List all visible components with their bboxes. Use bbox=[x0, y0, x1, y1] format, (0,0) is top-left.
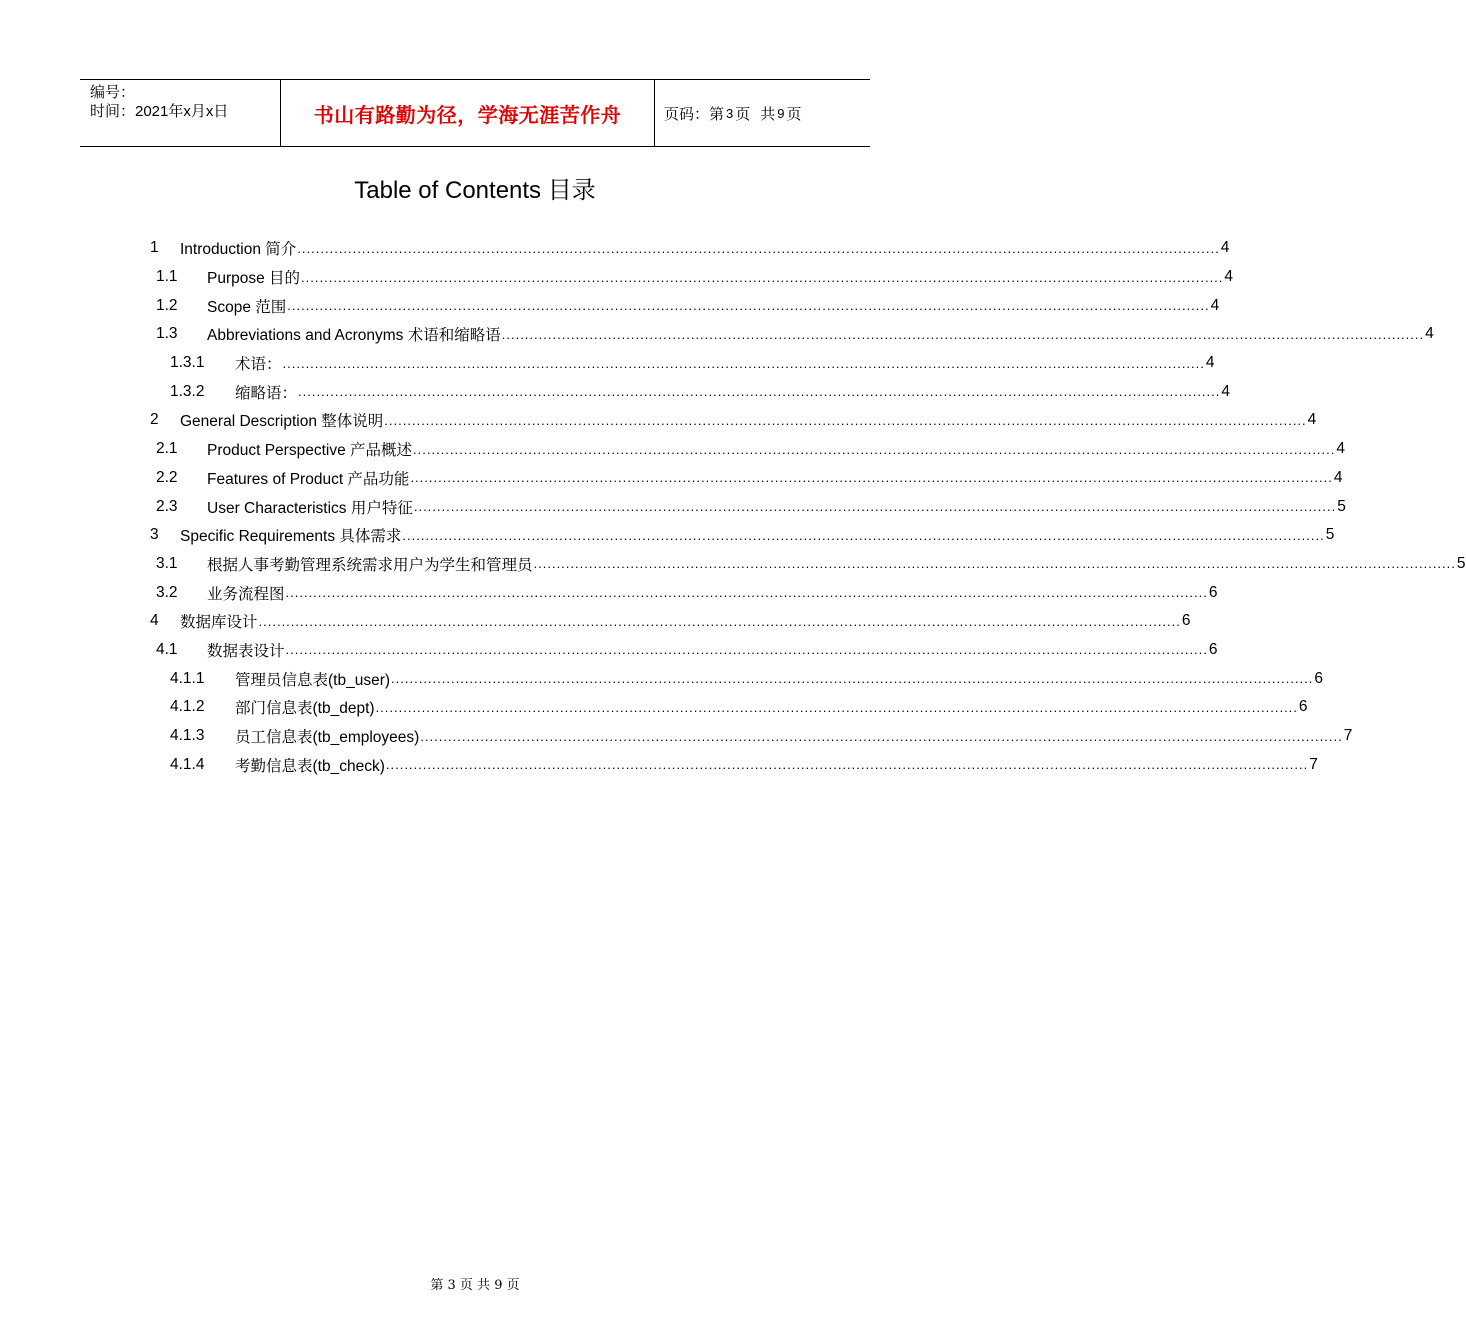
toc-leader-dots: ........................................................................................................................................................................................................ bbox=[410, 470, 1333, 486]
toc-entry-label: Abbreviations and Acronyms 术语和缩略语 bbox=[207, 327, 501, 345]
toc-entry-page: 6 bbox=[1181, 612, 1191, 630]
toc-entry-label: 数据库设计 bbox=[180, 614, 258, 632]
toc-entry[interactable] bbox=[150, 636, 1218, 665]
toc-entry[interactable] bbox=[150, 693, 1308, 722]
toc-leader-dots: ........................................................................................................................................................................................................ bbox=[413, 441, 1336, 457]
toc-leader-dots: ........................................................................................................................................................................................................ bbox=[402, 527, 1325, 543]
header-meta-cell bbox=[80, 80, 281, 146]
toc-entry-label: 考勤信息表(tb_check) bbox=[235, 757, 385, 775]
toc-entry-page: 4 bbox=[1336, 440, 1346, 458]
toc-entry[interactable] bbox=[150, 750, 1318, 779]
toc-entry-label: Introduction 简介 bbox=[180, 241, 297, 259]
toc-entry[interactable] bbox=[150, 550, 1466, 579]
toc-entry-number: 1 bbox=[150, 239, 159, 257]
toc-entry-page: 6 bbox=[1208, 640, 1218, 658]
toc-entry-label: Scope 范围 bbox=[207, 298, 287, 316]
toc-entry-label: 术语： bbox=[235, 356, 282, 374]
header-motto: 书山有路勤为径，学海无涯苦作舟 bbox=[313, 102, 622, 127]
header-page-current: 3 bbox=[726, 105, 734, 121]
toc-leader-dots: ........................................................................................................................................................................................................ bbox=[391, 671, 1314, 687]
toc-entry-label: 业务流程图 bbox=[207, 585, 285, 603]
toc-entry-page: 4 bbox=[1220, 239, 1230, 257]
toc-entry-label: 根据人事考勤管理系统需求用户为学生和管理员 bbox=[207, 556, 533, 574]
toc-entry-label: 数据表设计 bbox=[207, 642, 285, 660]
toc-entry-label: User Characteristics 用户特征 bbox=[207, 499, 413, 517]
toc-leader-dots: ........................................................................................................................................................................................................ bbox=[385, 757, 1309, 773]
toc-entry[interactable] bbox=[150, 377, 1231, 406]
toc-entry-page: 4 bbox=[1210, 296, 1220, 314]
toc-leader-dots: ........................................................................................................................................................................................................ bbox=[285, 642, 1208, 658]
toc-entry[interactable] bbox=[150, 435, 1346, 464]
toc-entry-page: 4 bbox=[1333, 468, 1343, 486]
toc-entry-number: 4 bbox=[150, 612, 159, 630]
toc-leader-dots: ........................................................................................................................................................................................................ bbox=[297, 240, 1220, 256]
toc-entry-page: 4 bbox=[1425, 325, 1434, 343]
toc-entry-number: 1.2 bbox=[156, 296, 178, 314]
toc-entry[interactable] bbox=[150, 521, 1335, 550]
toc-entry-number: 4.1.3 bbox=[170, 727, 205, 745]
toc-entry-number: 1.3 bbox=[156, 325, 178, 343]
toc-entry-page: 4 bbox=[1307, 411, 1317, 429]
toc-leader-dots: ........................................................................................................................................................................................................ bbox=[420, 728, 1343, 744]
toc-leader-dots: ........................................................................................................................................................................................................ bbox=[533, 556, 1456, 572]
toc-entry-number: 3.1 bbox=[156, 554, 178, 572]
header-page-cell bbox=[655, 80, 870, 146]
page-footer: 第 3 页 共 9 页 bbox=[430, 1278, 520, 1293]
toc-entry-page: 7 bbox=[1343, 727, 1353, 745]
toc-entry[interactable] bbox=[150, 234, 1230, 263]
toc-leader-dots: ........................................................................................................................................................................................................ bbox=[258, 613, 1181, 629]
toc-entry-page: 6 bbox=[1208, 583, 1218, 601]
toc-entry[interactable] bbox=[150, 291, 1220, 320]
header-time-label: 时间：2021年x月x日 bbox=[90, 103, 229, 120]
toc-entry-page: 6 bbox=[1298, 698, 1308, 716]
toc-entry[interactable] bbox=[150, 722, 1353, 751]
toc-entry-number: 4.1.4 bbox=[170, 755, 205, 773]
toc-entry-number: 2.3 bbox=[156, 497, 178, 515]
toc-entry[interactable] bbox=[150, 492, 1346, 521]
toc-entry-page: 7 bbox=[1309, 755, 1318, 773]
toc-entry-number: 2.1 bbox=[156, 440, 178, 458]
toc-list bbox=[150, 234, 1466, 779]
toc-entry-number: 2 bbox=[150, 411, 159, 429]
toc-entry-page: 5 bbox=[1337, 497, 1346, 515]
toc-entry-label: Features of Product 产品功能 bbox=[207, 470, 410, 488]
toc-entry-label: Specific Requirements 具体需求 bbox=[180, 528, 402, 546]
toc-leader-dots: ........................................................................................................................................................................................................ bbox=[301, 269, 1224, 285]
toc-leader-dots: ........................................................................................................................................................................................................ bbox=[413, 499, 1337, 515]
toc-entry-label: 缩略语： bbox=[235, 384, 298, 402]
toc-entry-number: 1.1 bbox=[156, 268, 178, 286]
toc-entry-label: 员工信息表(tb_employees) bbox=[235, 729, 420, 747]
toc-entry-page: 5 bbox=[1325, 526, 1335, 544]
toc-entry-number: 2.2 bbox=[156, 468, 178, 486]
toc-leader-dots: ........................................................................................................................................................................................................ bbox=[285, 585, 1208, 601]
toc-entry-number: 4.1.1 bbox=[170, 669, 205, 687]
toc-entry-label: Product Perspective 产品概述 bbox=[207, 442, 413, 460]
toc-entry-label: Purpose 目的 bbox=[207, 270, 301, 288]
header-motto-cell bbox=[281, 80, 655, 146]
toc-leader-dots: ........................................................................................................................................................................................................ bbox=[384, 412, 1307, 428]
toc-title: Table of Contents 目录 bbox=[354, 177, 596, 204]
header-page-mid: 页 bbox=[735, 105, 751, 123]
header-number-label: 编号： bbox=[90, 84, 136, 101]
toc-leader-dots: ........................................................................................................................................................................................................ bbox=[287, 298, 1210, 314]
toc-entry-number: 3 bbox=[150, 526, 159, 544]
toc-entry-number: 1.3.2 bbox=[170, 382, 205, 400]
toc-entry-page: 6 bbox=[1314, 669, 1324, 687]
toc-entry-page: 4 bbox=[1221, 382, 1231, 400]
toc-leader-dots: ........................................................................................................................................................................................................ bbox=[501, 326, 1425, 342]
toc-entry[interactable] bbox=[150, 263, 1234, 292]
toc-entry-number: 3.2 bbox=[156, 583, 178, 601]
toc-entry[interactable] bbox=[150, 578, 1218, 607]
toc-entry-number: 4.1.2 bbox=[170, 698, 205, 716]
header-page-prefix: 页码：第 bbox=[664, 105, 725, 123]
header-page-total: 9 bbox=[777, 105, 785, 121]
toc-leader-dots: ........................................................................................................................................................................................................ bbox=[282, 355, 1205, 371]
toc-entry-page: 4 bbox=[1224, 268, 1234, 286]
toc-leader-dots: ........................................................................................................................................................................................................ bbox=[375, 699, 1298, 715]
toc-entry-page: 4 bbox=[1205, 354, 1215, 372]
toc-entry[interactable] bbox=[150, 464, 1343, 493]
toc-entry-page: 5 bbox=[1456, 554, 1466, 572]
header-total-suffix: 页 bbox=[786, 105, 802, 123]
toc-entry[interactable] bbox=[150, 607, 1191, 636]
header-total-prefix: 共 bbox=[760, 105, 776, 123]
toc-entry-number: 1.3.1 bbox=[170, 354, 205, 372]
toc-entry-number: 4.1 bbox=[156, 640, 178, 658]
toc-entry-label: General Description 整体说明 bbox=[180, 413, 384, 431]
toc-entry[interactable] bbox=[150, 349, 1215, 378]
toc-entry[interactable] bbox=[150, 320, 1434, 349]
document-header bbox=[80, 79, 870, 147]
toc-entry-label: 部门信息表(tb_dept) bbox=[235, 700, 375, 718]
toc-entry[interactable] bbox=[150, 664, 1324, 693]
toc-entry[interactable] bbox=[150, 406, 1317, 435]
toc-leader-dots: ........................................................................................................................................................................................................ bbox=[298, 384, 1221, 400]
toc-entry-label: 管理员信息表(tb_user) bbox=[235, 671, 391, 689]
